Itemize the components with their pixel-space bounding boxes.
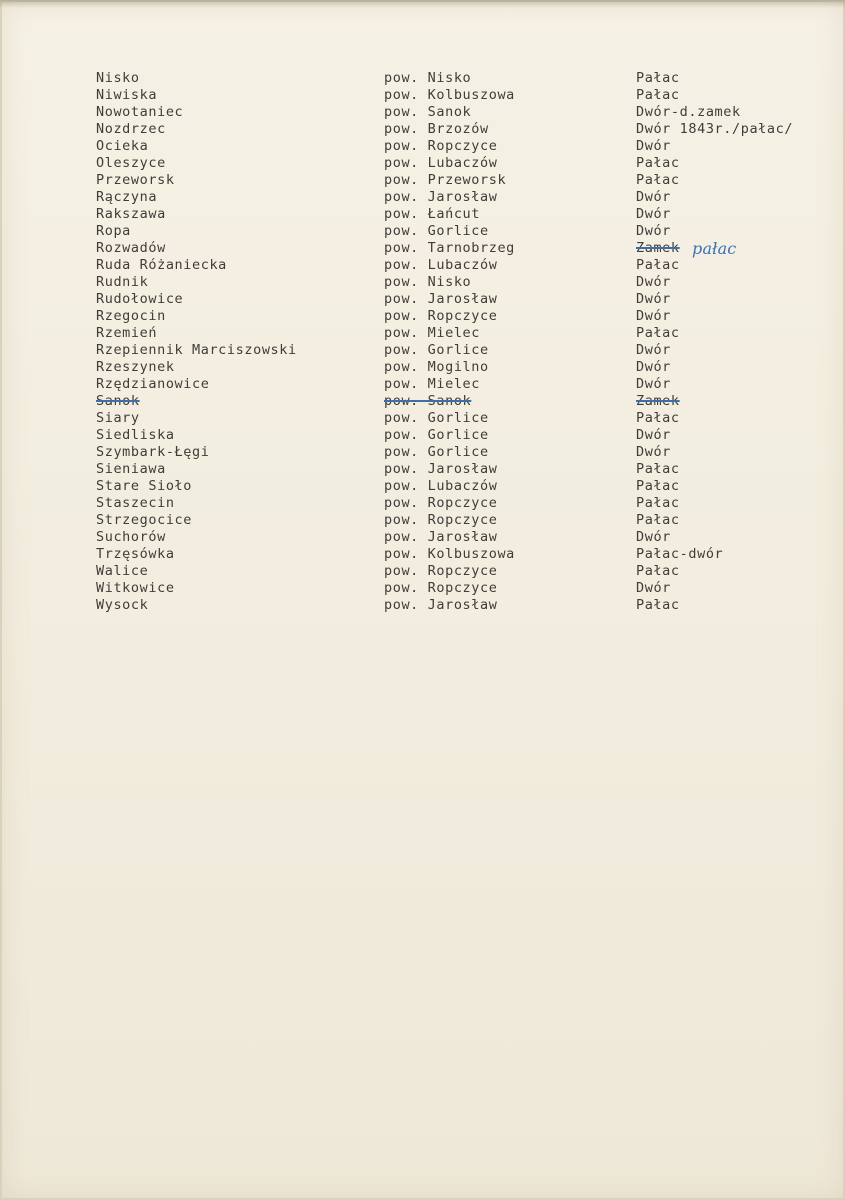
list-row xyxy=(0,563,845,580)
list-row xyxy=(0,597,845,614)
place-name: Nowotaniec xyxy=(96,104,184,120)
building-type: Pałac xyxy=(636,597,680,613)
district: pow. Jarosław xyxy=(384,291,498,307)
district: pow. Nisko xyxy=(384,70,472,86)
building-type: Dwór xyxy=(636,359,671,375)
district: pow. Ropczyce xyxy=(384,495,498,511)
place-name: Rudołowice xyxy=(96,291,184,307)
list-row xyxy=(0,87,845,104)
district: pow. Gorlice xyxy=(384,342,489,358)
list-row xyxy=(0,223,845,240)
building-type: Pałac xyxy=(636,512,680,528)
list-row xyxy=(0,461,845,478)
list-row xyxy=(0,359,845,376)
district: pow. Ropczyce xyxy=(384,512,498,528)
place-name: Sieniawa xyxy=(96,461,166,477)
list-row xyxy=(0,172,845,189)
list-row xyxy=(0,70,845,87)
building-type: Dwór xyxy=(636,274,671,290)
place-name: Siedliska xyxy=(96,427,175,443)
place-name: Sanok xyxy=(96,393,140,409)
building-type: Dwór xyxy=(636,427,671,443)
district: pow. Kolbuszowa xyxy=(384,546,515,562)
building-type: Dwór xyxy=(636,342,671,358)
building-type: Pałac xyxy=(636,478,680,494)
place-name: Rozwadów xyxy=(96,240,166,256)
list-row xyxy=(0,274,845,291)
place-name: Rudnik xyxy=(96,274,149,290)
building-type: Dwór-d.zamek xyxy=(636,104,741,120)
list-row xyxy=(0,189,845,206)
place-name: Rzemień xyxy=(96,325,158,341)
place-name: Rzeszynek xyxy=(96,359,175,375)
list-row xyxy=(0,121,845,138)
place-name: Ruda Różaniecka xyxy=(96,257,227,273)
place-name: Przeworsk xyxy=(96,172,175,188)
district: pow. Lubaczów xyxy=(384,478,498,494)
place-name: Strzegocice xyxy=(96,512,193,528)
building-type: Pałac xyxy=(636,325,680,341)
building-type: Dwór xyxy=(636,529,671,545)
building-type: Pałac xyxy=(636,155,680,171)
building-type: Zamek xyxy=(636,393,680,409)
place-name: Stare Sioło xyxy=(96,478,193,494)
district: pow. Gorlice xyxy=(384,444,489,460)
building-type: Dwór xyxy=(636,138,671,154)
district: pow. Gorlice xyxy=(384,427,489,443)
building-type: Pałac xyxy=(636,563,680,579)
district: pow. Jarosław xyxy=(384,597,498,613)
place-name: Siary xyxy=(96,410,140,426)
building-type: Zamek xyxy=(636,240,680,256)
building-type: Dwór xyxy=(636,223,671,239)
building-type: Pałac xyxy=(636,87,680,103)
place-name: Nisko xyxy=(96,70,140,86)
district: pow. Mogilno xyxy=(384,359,489,375)
building-type: Pałac-dwór xyxy=(636,546,724,562)
building-type: Dwór xyxy=(636,376,671,392)
district: pow. Sanok xyxy=(384,393,472,409)
list-row xyxy=(0,325,845,342)
building-type: Dwór 1843r./pałac/ xyxy=(636,121,794,137)
district: pow. Kolbuszowa xyxy=(384,87,515,103)
place-name: Oleszyce xyxy=(96,155,166,171)
list-row xyxy=(0,512,845,529)
list-row xyxy=(0,495,845,512)
list-row xyxy=(0,546,845,563)
district: pow. Jarosław xyxy=(384,461,498,477)
list-row xyxy=(0,529,845,546)
place-name: Niwiska xyxy=(96,87,158,103)
district: pow. Ropczyce xyxy=(384,580,498,596)
list-row xyxy=(0,257,845,274)
place-name: Witkowice xyxy=(96,580,175,596)
building-type: Dwór xyxy=(636,444,671,460)
list-row xyxy=(0,410,845,427)
place-name: Rzepiennik Marciszowski xyxy=(96,342,297,358)
handwritten-correction: pałac xyxy=(692,239,737,258)
district: pow. Gorlice xyxy=(384,410,489,426)
list-row xyxy=(0,376,845,393)
estate-list xyxy=(0,70,845,614)
list-row xyxy=(0,138,845,155)
district: pow. Tarnobrzeg xyxy=(384,240,515,256)
building-type: Pałac xyxy=(636,461,680,477)
district: pow. Lubaczów xyxy=(384,155,498,171)
place-name: Wysock xyxy=(96,597,149,613)
district: pow. Łańcut xyxy=(384,206,481,222)
list-row xyxy=(0,104,845,121)
list-row xyxy=(0,478,845,495)
place-name: Suchorów xyxy=(96,529,166,545)
list-row xyxy=(0,155,845,172)
building-type: Pałac xyxy=(636,70,680,86)
place-name: Ocieka xyxy=(96,138,149,154)
district: pow. Mielec xyxy=(384,376,481,392)
district: pow. Przeworsk xyxy=(384,172,507,188)
list-row xyxy=(0,444,845,461)
building-type: Pałac xyxy=(636,172,680,188)
building-type: Dwór xyxy=(636,308,671,324)
place-name: Nozdrzec xyxy=(96,121,166,137)
place-name: Rzegocin xyxy=(96,308,166,324)
district: pow. Ropczyce xyxy=(384,308,498,324)
list-row xyxy=(0,393,845,410)
building-type: Dwór xyxy=(636,206,671,222)
district: pow. Lubaczów xyxy=(384,257,498,273)
district: pow. Mielec xyxy=(384,325,481,341)
building-type: Pałac xyxy=(636,410,680,426)
place-name: Ropa xyxy=(96,223,131,239)
building-type: Dwór xyxy=(636,189,671,205)
district: pow. Brzozów xyxy=(384,121,489,137)
building-type: Dwór xyxy=(636,580,671,596)
district: pow. Gorlice xyxy=(384,223,489,239)
list-row xyxy=(0,580,845,597)
place-name: Walice xyxy=(96,563,149,579)
list-row xyxy=(0,427,845,444)
district: pow. Ropczyce xyxy=(384,563,498,579)
district: pow. Ropczyce xyxy=(384,138,498,154)
place-name: Szymbark-Łęgi xyxy=(96,444,210,460)
list-row xyxy=(0,342,845,359)
district: pow. Jarosław xyxy=(384,529,498,545)
building-type: Dwór xyxy=(636,291,671,307)
list-row xyxy=(0,206,845,223)
district: pow. Nisko xyxy=(384,274,472,290)
district: pow. Sanok xyxy=(384,104,472,120)
place-name: Rzędzianowice xyxy=(96,376,210,392)
list-row xyxy=(0,308,845,325)
place-name: Staszecin xyxy=(96,495,175,511)
place-name: Rączyna xyxy=(96,189,158,205)
district: pow. Jarosław xyxy=(384,189,498,205)
building-type: Pałac xyxy=(636,495,680,511)
place-name: Trzęsówka xyxy=(96,546,175,562)
list-row xyxy=(0,240,845,257)
building-type: Pałac xyxy=(636,257,680,273)
list-row xyxy=(0,291,845,308)
place-name: Rakszawa xyxy=(96,206,166,222)
